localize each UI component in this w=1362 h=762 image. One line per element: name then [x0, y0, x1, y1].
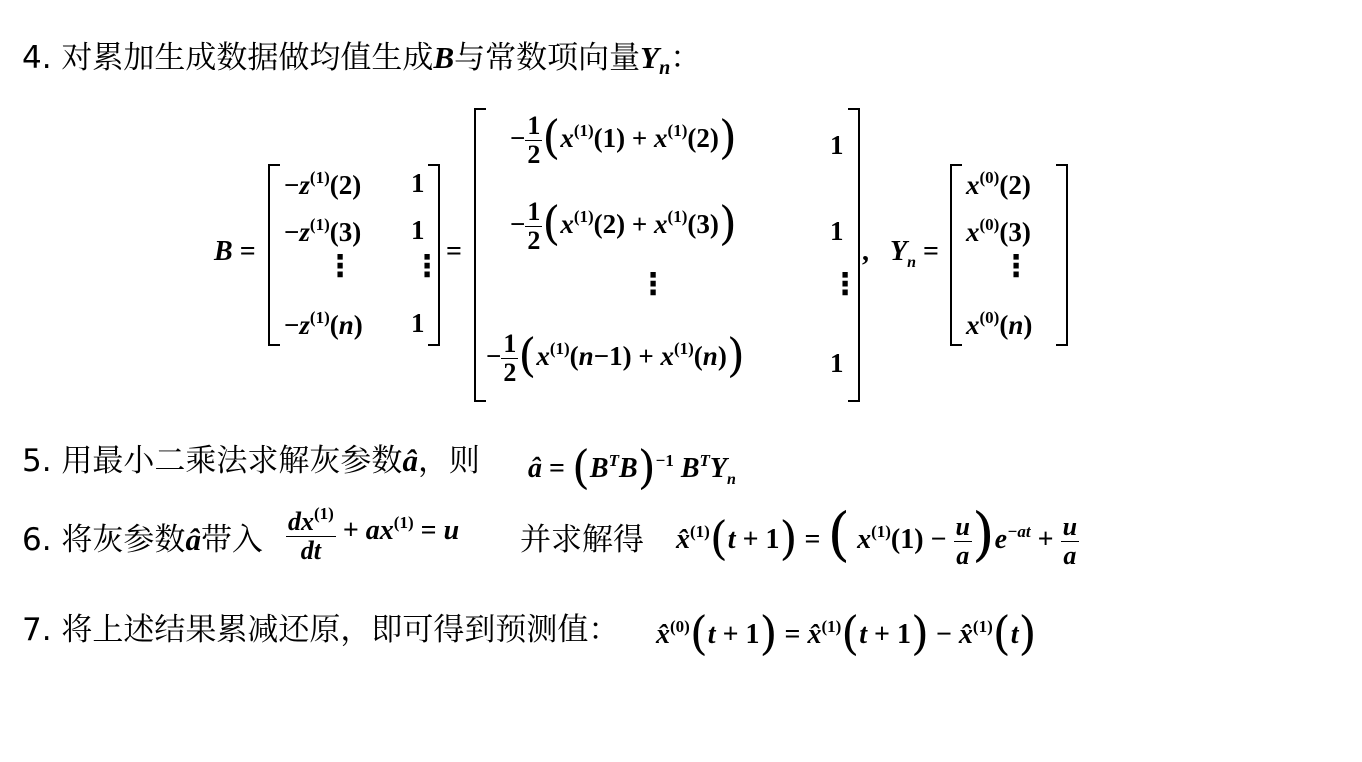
- m-row-1: − $\frac{1}{2}$ $(x^{(1)}(1) + x^{(1)}(2))$: [510, 110, 737, 170]
- comma: ,: [862, 236, 869, 267]
- a-hat: â: [185, 522, 201, 557]
- y-row-2: $x^{(0)}(3)$: [966, 215, 1031, 247]
- step-7: 7. 将上述结果累减还原，即可得到预测值：: [22, 612, 620, 648]
- step-4-mid: 与常数项向量: [454, 40, 641, 76]
- solution-formula: x̂$^{(1)}$(t + 1) = ( $x^{(1)}(1)$ − $\frac{u}{a}$ )$e^{-at}$ + $\frac{u}{a}$: [676, 500, 1078, 571]
- step-4-heading: [22, 40, 701, 86]
- symbol-y-sub: n: [659, 57, 671, 79]
- step-6-text: 6. 将灰参数: [22, 522, 186, 558]
- equals: =: [446, 236, 462, 267]
- step-6-mid: 并求解得: [520, 522, 644, 558]
- step-6: [22, 522, 263, 558]
- y-row-n: $x^{(0)}(n)$: [966, 308, 1033, 340]
- b-row-1-c2: 1: [411, 168, 425, 198]
- step-5-suffix: ，则: [417, 443, 480, 479]
- symbol-y: Y: [640, 40, 660, 75]
- b-row-2-c2: 1: [411, 215, 425, 245]
- vdots: ⋮: [830, 267, 860, 302]
- m-left-bracket: [474, 108, 486, 402]
- vdots: ⋮: [1001, 249, 1031, 284]
- step-6-suffix: 带入: [200, 522, 263, 558]
- m-row-2: − $\frac{1}{2}$ $(x^{(1)}(2) + x^{(1)}(3))$: [510, 196, 737, 256]
- vdots: ⋮: [325, 249, 355, 284]
- step-4-suffix: ：: [670, 40, 702, 76]
- b-row-2: $-z^{(1)}(3)$: [284, 215, 362, 247]
- ls-formula: â = $(B^TB)^{-1}$ $B^TY_n$: [528, 440, 736, 494]
- b-left-bracket: [268, 164, 280, 346]
- a-hat: â: [402, 443, 418, 478]
- differential-equation: $\frac{dx^{(1)}}{dt}$ + $ax^{(1)} = u$: [288, 504, 460, 565]
- b-row-1: $-z^{(1)}(2)$: [284, 168, 362, 200]
- y-row-1: $x^{(0)}(2)$: [966, 168, 1031, 200]
- step-5-text: 5. 用最小二乘法求解灰参数: [22, 443, 403, 479]
- vdots: ⋮: [638, 267, 668, 302]
- m-row-1-c2: 1: [830, 130, 844, 160]
- restore-formula: x̂$^{(0)}$(t + 1) = x̂$^{(1)}$(t + 1) − x̂$^{(1)}$(t): [656, 606, 1037, 660]
- y-left-bracket: [950, 164, 962, 346]
- b-label: B =: [214, 236, 256, 267]
- symbol-b: B: [433, 40, 455, 75]
- m-right-bracket: [848, 108, 860, 402]
- b-row-n-c2: 1: [411, 308, 425, 338]
- step-5: [22, 443, 480, 479]
- y-label: $Y_n$ =: [890, 236, 939, 271]
- vdots: ⋮: [412, 249, 442, 284]
- b-row-n: $-z^{(1)}(n)$: [284, 308, 363, 340]
- step-4-prefix: 4. 对累加生成数据做均值生成: [22, 40, 434, 76]
- m-row-2-c2: 1: [830, 216, 844, 246]
- m-row-n-c2: 1: [830, 348, 844, 378]
- m-row-n: − $\frac{1}{2}$ $(x^{(1)}(n-1) + x^{(1)}(n))$: [486, 328, 745, 388]
- y-right-bracket: [1056, 164, 1068, 346]
